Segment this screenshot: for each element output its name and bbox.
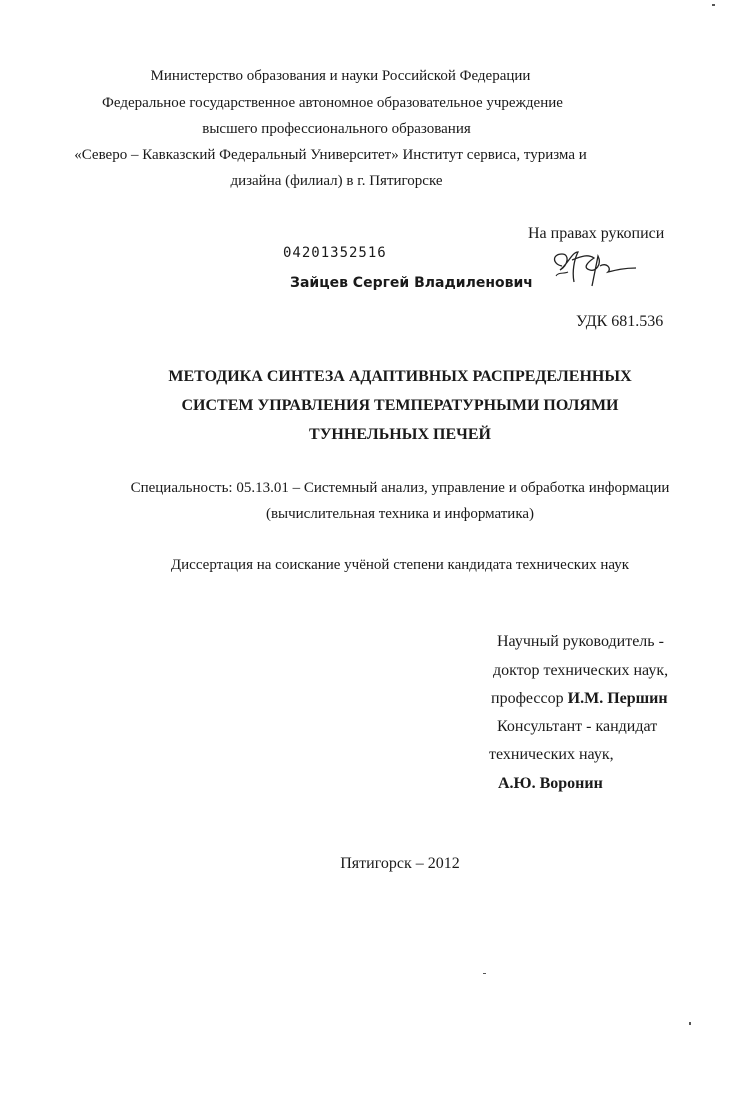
udk-code: УДК 681.536 (576, 313, 664, 330)
consultant-line-1: Консультант - кандидат (497, 718, 658, 735)
ministry-line: Министерство образования и науки Российской Федерации (150, 68, 531, 84)
education-level-line: высшего профессионального образования (202, 121, 471, 137)
specialty-line-1: Специальность: 05.13.01 – Системный анализ, управление и обработка информации (130, 480, 670, 496)
signature-image (548, 246, 638, 288)
supervisor-line-3 (491, 689, 668, 709)
supervisor-line-1: Научный руководитель - (497, 633, 664, 650)
scan-speck (712, 4, 715, 6)
institution-type-line: Федеральное государственное автономное образовательное учреждение (102, 95, 563, 111)
consultant-line-2: технических наук, (489, 746, 614, 763)
branch-line: дизайна (филиал) в г. Пятигорске (230, 173, 443, 189)
manuscript-note: На правах рукописи (528, 225, 665, 242)
scan-speck (483, 973, 486, 974)
degree-line: Диссертация на соискание учёной степени кандидата технических наук (170, 557, 630, 573)
supervisor-name: И.М. Першин (567, 690, 668, 707)
supervisor-title: профессор (491, 690, 568, 707)
university-line: «Северо – Кавказский Федеральный Университет» Институт сервиса, туризма и (74, 147, 587, 163)
city-year: Пятигорск – 2012 (340, 855, 460, 872)
author-name: Зайцев Сергей Владиленович (290, 275, 533, 291)
consultant-name: А.Ю. Воронин (498, 775, 603, 792)
title-line-1: МЕТОДИКА СИНТЕЗА АДАПТИВНЫХ РАСПРЕДЕЛЕННЫХ (168, 368, 632, 385)
title-line-3: ТУННЕЛЬНЫХ ПЕЧЕЙ (309, 426, 491, 443)
specialty-line-2: (вычислительная техника и информатика) (265, 506, 535, 522)
supervisor-line-2: доктор технических наук, (493, 662, 669, 679)
scan-speck (689, 1022, 691, 1025)
title-line-2: СИСТЕМ УПРАВЛЕНИЯ ТЕМПЕРАТУРНЫМИ ПОЛЯМИ (181, 397, 619, 414)
document-number: 04201352516 (283, 245, 387, 261)
